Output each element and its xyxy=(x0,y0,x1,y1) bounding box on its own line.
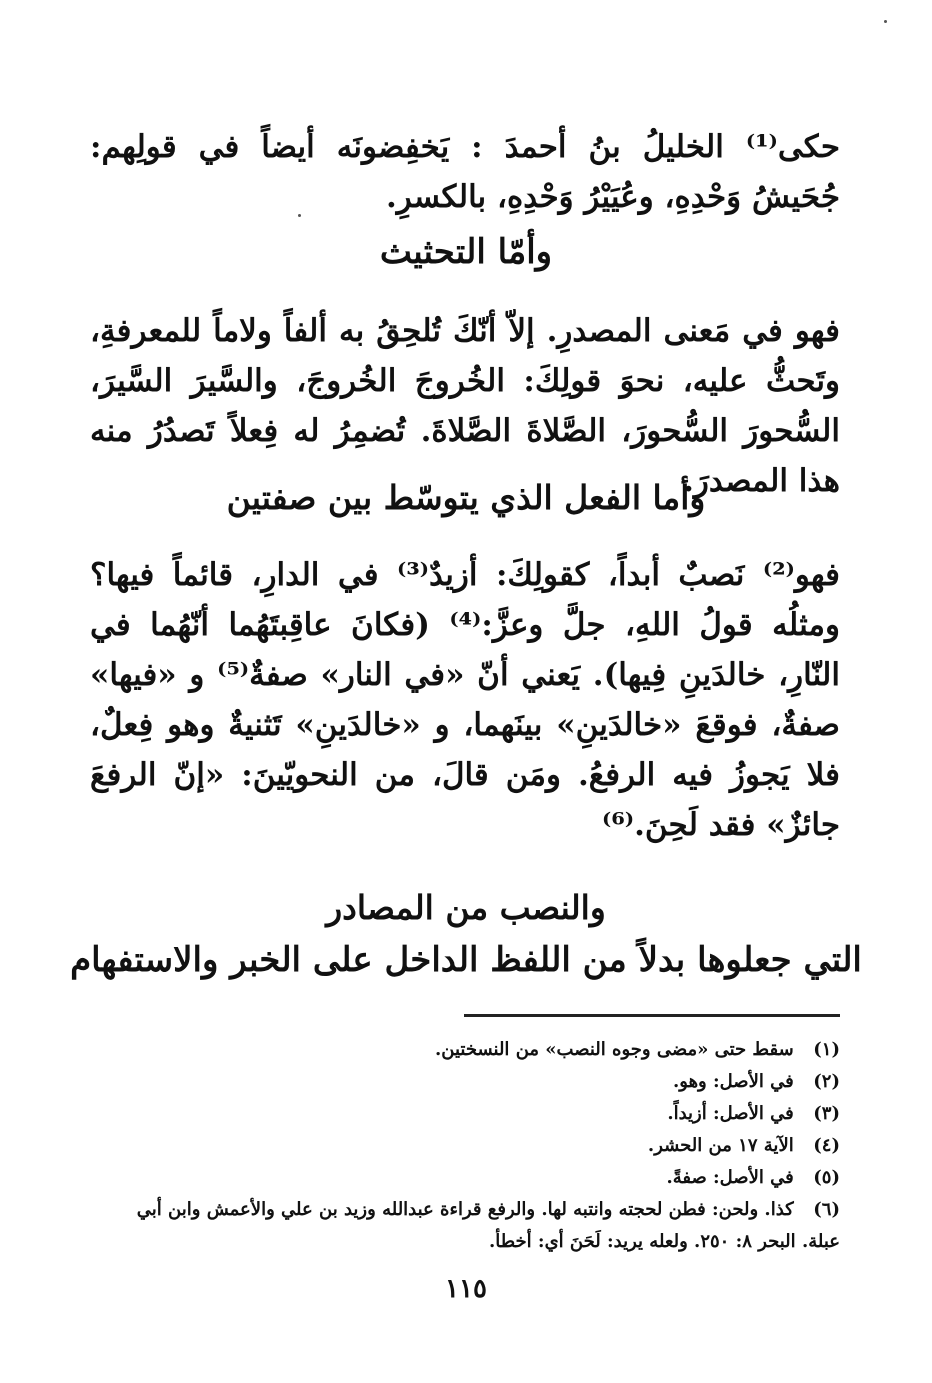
paragraph-khalil xyxy=(90,122,840,222)
heading-tahthith: وأمّا التحثيث xyxy=(379,232,553,272)
footnote-2 xyxy=(90,1066,840,1098)
footnote-text: سقط حتى «مضى وجوه النصب» من النسختين. xyxy=(435,1039,794,1060)
footnote-3 xyxy=(90,1098,840,1130)
footnote-number: (٣) xyxy=(813,1103,840,1124)
footnote-number: (٥) xyxy=(813,1167,840,1188)
footnote-text: في الأصل: صفةً. xyxy=(666,1167,794,1188)
footnote-4 xyxy=(90,1130,840,1162)
footnote-5 xyxy=(90,1162,840,1194)
paragraph-verb-between xyxy=(90,550,840,850)
heading-nasb-masadir: والنصب من المصادر xyxy=(326,888,606,927)
paragraph-text: حكى⁽¹⁾ الخليلُ بنُ أحمدَ : يَخفِضونَه أيضاً في قولِهم: جُحَيشُ وَحْدِهِ، وعُيَيْرُ وَحْدِهِ، بالكسرِ. xyxy=(90,129,840,215)
page-number: ١١٥ xyxy=(445,1274,487,1304)
footnote-number: (٤) xyxy=(813,1135,840,1156)
heading-nasb-masadir-sub: التي جعلوها بدلاً من اللفظ الداخل على الخبر والاستفهام xyxy=(70,940,862,980)
footnote-6 xyxy=(90,1194,840,1226)
footnotes xyxy=(90,1034,840,1258)
footnote-text: في الأصل: أزيداً. xyxy=(667,1103,794,1124)
paragraph-text: فهو في مَعنى المصدرِ. إلاّ أنّكَ تُلحِقُ به ألفاً ولاماً للمعرفةِ، وتَحثُّ عليه، نحوَ قولِكَ: الخُروجَ الخُروجَ، والسَّيرَ السَّيرَ، السُّحورَ السُّحورَ، الصَّلاةَ الصَّلاةَ. تُضمِرُ له فِعلاً تَصدُرُ منه هذا المصدرَ. xyxy=(90,313,840,499)
footnote-1 xyxy=(90,1034,840,1066)
heading-verb-between-adjectives: وأما الفعل الذي يتوسّط بين صفتين xyxy=(226,478,706,517)
footnote-number: (٦) xyxy=(813,1199,840,1220)
footnote-text: الآية ١٧ من الحشر. xyxy=(647,1135,794,1156)
footnote-divider xyxy=(464,1014,840,1017)
paragraph-text: فهو⁽²⁾ نَصبٌ أبداً، كقولِكَ: أزيدٌ⁽³⁾ في الدارِ، قائماً فيها؟ ومثلُه قولُ اللهِ، جلَّ وعزَّ:⁽⁴⁾ (فكانَ عاقِبتَهُما أنّهُما في النّارِ، خالدَينِ فِيها). يَعني أنّ «في النار» صفةٌ⁽⁵⁾ و «فيها» صفةٌ، فوقعَ «خالدَينِ» بينَهما، و «خالدَينِ» تَثنيةٌ وهو فِعلٌ، فلا يَجوزُ فيه الرفعُ. ومَن قالَ، من النحويّينَ: «إنّ الرفعَ جائزٌ» فقد لَحِنَ.⁽⁶⁾ xyxy=(90,557,840,843)
footnote-number: (٢) xyxy=(813,1071,840,1092)
footnote-text: في الأصل: وهو. xyxy=(673,1071,794,1092)
footnote-6-continuation: عبلة. البحر ٨: ٢٥٠. ولعله يريد: لَحَنَ أي: أخطأ. xyxy=(489,1231,840,1252)
paragraph-tahthith xyxy=(90,306,840,506)
footnote-text: كذا. ولحن: فطن لحجته وانتبه لها. والرفع قراءة عبدالله وزيد بن علي والأعمش وابن أبي xyxy=(136,1199,794,1220)
scan-speck xyxy=(884,20,887,23)
footnote-number: (١) xyxy=(813,1039,840,1060)
